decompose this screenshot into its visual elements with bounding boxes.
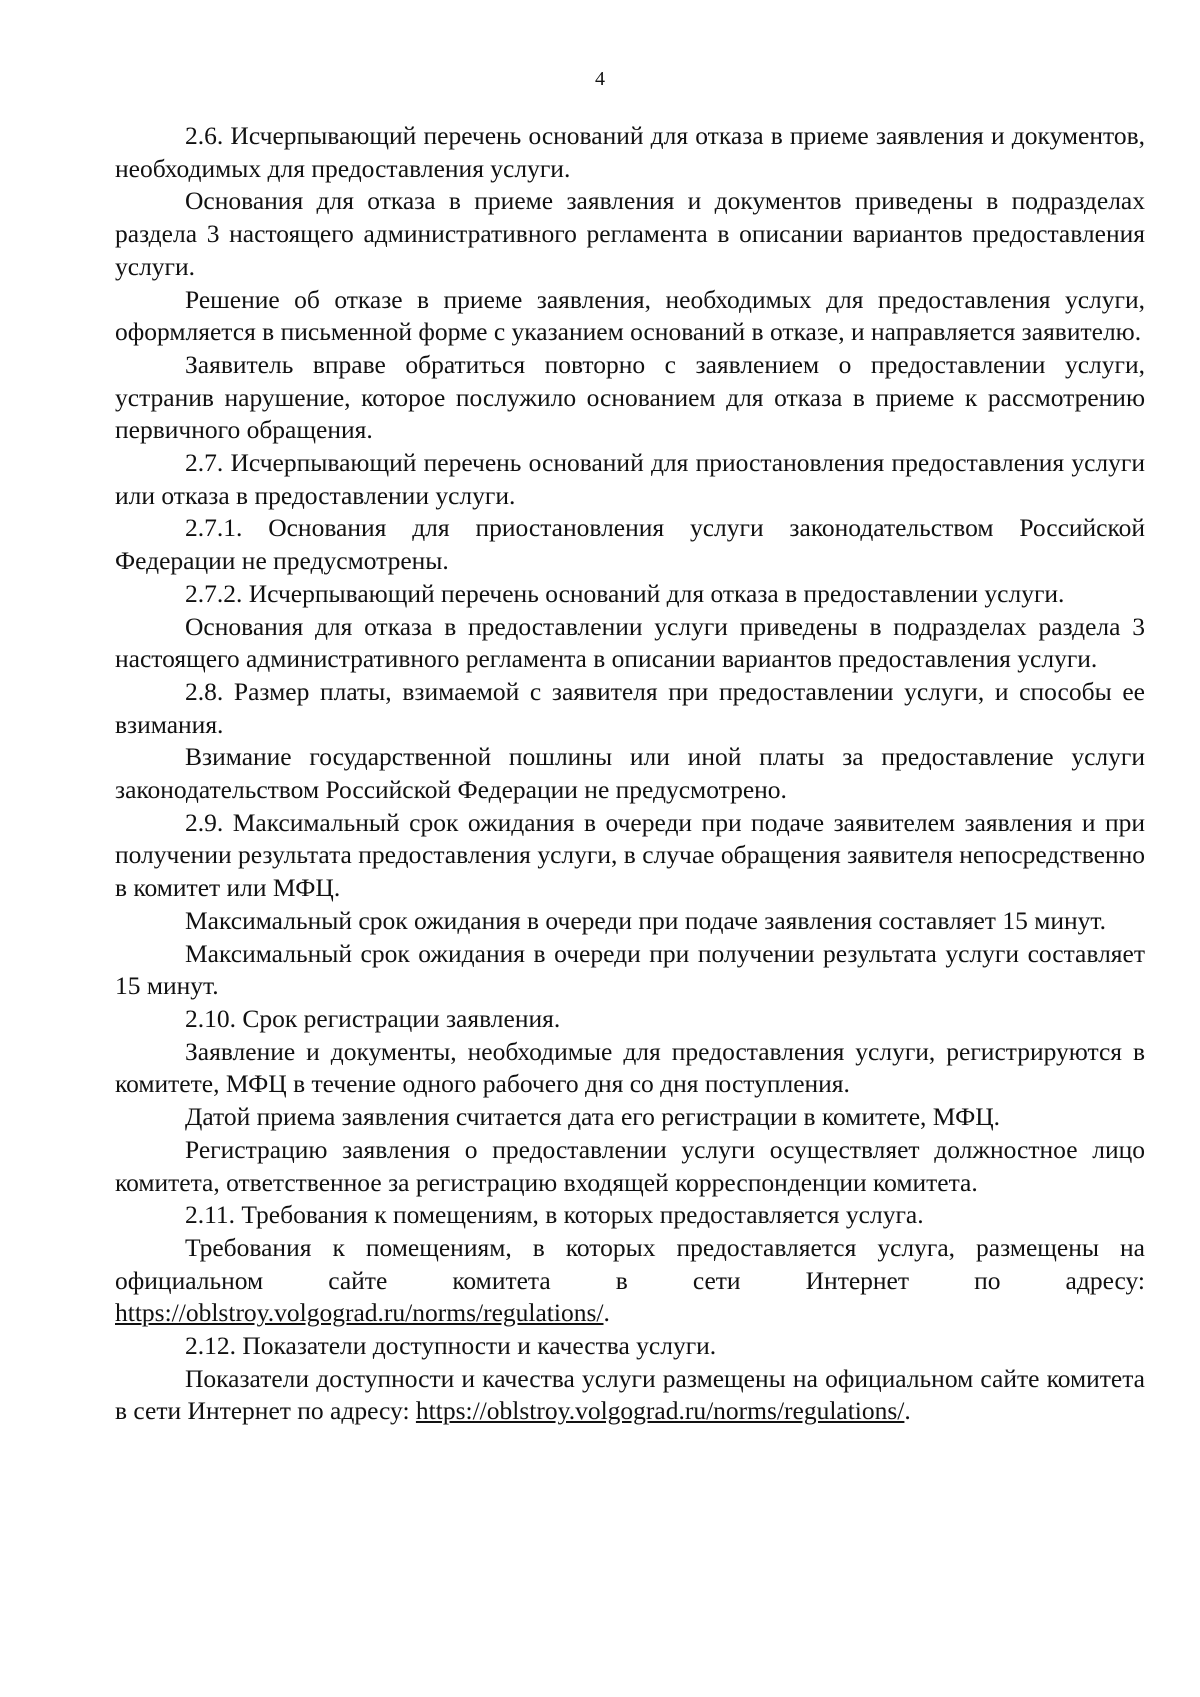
page-number: 4 (595, 68, 605, 90)
paragraph-with-link (115, 1232, 1145, 1330)
paragraph: 2.11. Требования к помещениям, в которых предоставляется услуга. (185, 1200, 924, 1230)
paragraph: 2.7.1. Основания для приостановления услуги законодательством Российской Федерации не предусмотрены. (115, 513, 1145, 576)
paragraph: 2.8. Размер платы, взимаемой с заявителя при предоставлении услуги, и способы ее взимания. (115, 676, 1145, 739)
paragraph: Максимальный срок ожидания в очереди при подаче заявления составляет 15 минут. (185, 905, 1106, 935)
paragraph-text: Требования к помещениям, в которых предоставляется услуга, размещены на официальном сайте комитета в сети Интернет по адресу: (115, 1232, 1145, 1295)
paragraph: 2.7. Исчерпывающий перечень оснований для приостановления предоставления услуги или отказа в предоставлении услуги. (115, 448, 1145, 510)
paragraph: Взимание государственной пошлины или иной платы за предоставление услуги законодательством Российской Федерации не предусмотрено. (115, 742, 1145, 805)
paragraph: Решение об отказе в приеме заявления, необходимых для предоставления услуги, оформляется в письменной форме с указанием оснований в отказе, и направляется заявителю. (115, 284, 1145, 347)
paragraph: Максимальный срок ожидания в очереди при получении результата услуги составляет 15 минут. (115, 938, 1145, 1001)
paragraph: 2.12. Показатели доступности и качества услуги. (185, 1331, 717, 1361)
paragraph-end: . (904, 1396, 911, 1426)
paragraph-end: . (603, 1298, 610, 1328)
paragraph: 2.9. Максимальный срок ожидания в очереди при подаче заявителем заявления и при получении результата предоставления услуги, в случае обращения заявителя непосредственно в комитет или МФЦ. (115, 807, 1145, 903)
regulations-link[interactable]: https://oblstroy.volgograd.ru/norms/regulations/ (115, 1298, 604, 1328)
paragraph: Регистрацию заявления о предоставлении услуги осуществляет должностное лицо комитета, ответственное за регистрацию входящей корреспонденции комитета. (115, 1134, 1145, 1197)
document-body (115, 120, 1145, 1428)
paragraph: 2.6. Исчерпывающий перечень оснований для отказа в приеме заявления и документов, необходимых для предоставления услуги. (115, 121, 1145, 183)
paragraph-text: Показатели доступности и качества услуги размещены на официальном сайте комитета в сети Интернет по адресу: (115, 1363, 1145, 1426)
paragraph: Основания для отказа в предоставлении услуги приведены в подразделах раздела 3 настоящего административного регламента в описании вариантов предоставления услуги. (115, 611, 1145, 674)
paragraph: 2.7.2. Исчерпывающий перечень оснований для отказа в предоставлении услуги. (185, 578, 1065, 608)
paragraph: Заявление и документы, необходимые для предоставления услуги, регистрируются в комитете, МФЦ в течение одного рабочего дня со дня поступления. (115, 1036, 1145, 1099)
paragraph: 2.10. Срок регистрации заявления. (185, 1003, 561, 1033)
regulations-link[interactable]: https://oblstroy.volgograd.ru/norms/regulations/ (415, 1396, 905, 1426)
paragraph: Датой приема заявления считается дата его регистрации в комитете, МФЦ. (185, 1102, 1001, 1132)
paragraph: Заявитель вправе обратиться повторно с заявлением о предоставлении услуги, устранив нарушение, которое послужило основанием для отказа в приеме к рассмотрению первичного обращения. (115, 349, 1145, 445)
paragraph-with-link (115, 1363, 1145, 1428)
paragraph: Основания для отказа в приеме заявления и документов приведены в подразделах раздела 3 настоящего административного регламента в описании вариантов предоставления услуги. (115, 186, 1145, 281)
